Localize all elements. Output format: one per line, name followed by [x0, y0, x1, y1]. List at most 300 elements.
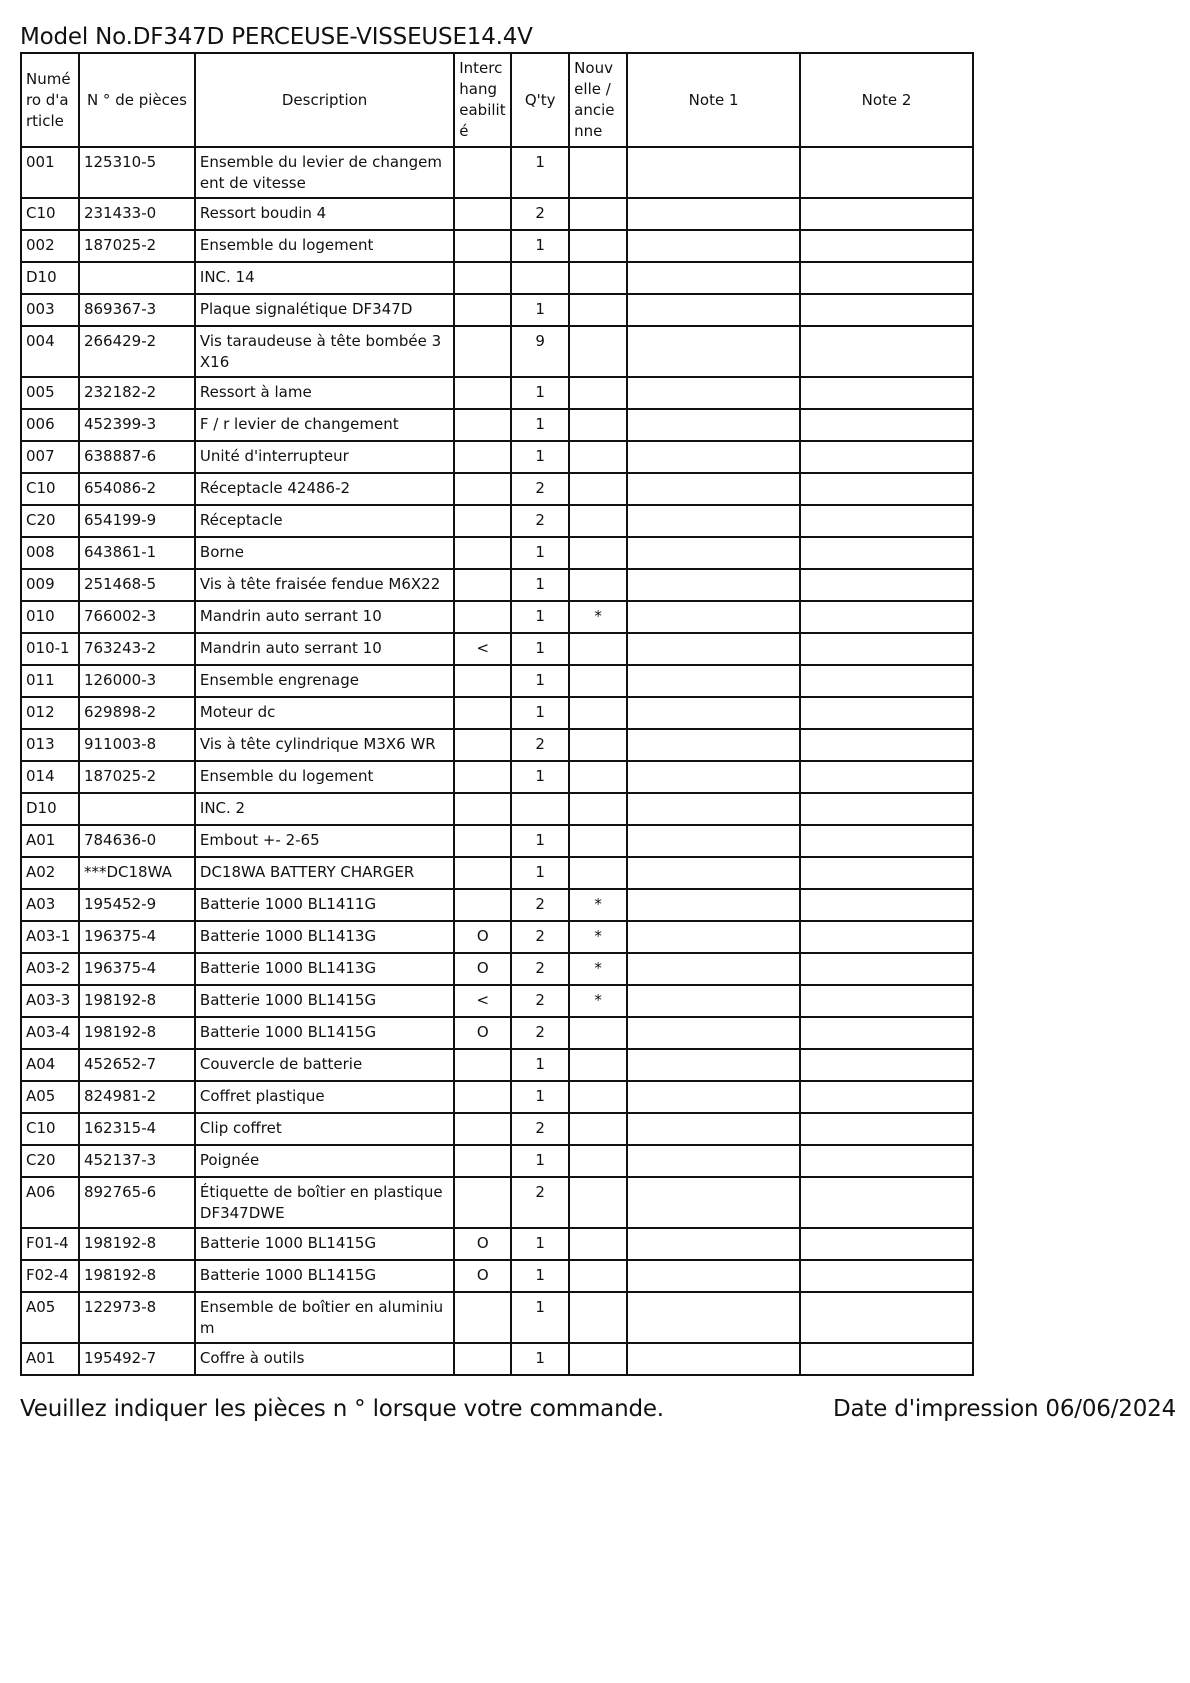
table-row [21, 569, 973, 601]
cell-note1 [627, 633, 800, 665]
cell-part-number: 198192-8 [79, 1228, 195, 1260]
cell-note1 [627, 953, 800, 985]
cell-note1 [627, 1081, 800, 1113]
cell-note1 [627, 569, 800, 601]
cell-note1 [627, 761, 800, 793]
cell-note1 [627, 665, 800, 697]
cell-note2 [800, 761, 973, 793]
table-row [21, 1113, 973, 1145]
table-row [21, 601, 973, 633]
table-row [21, 1017, 973, 1049]
cell-qty: 2 [511, 505, 569, 537]
cell-note1 [627, 601, 800, 633]
col-header-note2: Note 2 [800, 53, 973, 147]
cell-note2 [800, 1177, 973, 1228]
cell-new-old: * [569, 985, 627, 1017]
cell-interchangeability [454, 857, 511, 889]
cell-interchangeability [454, 761, 511, 793]
cell-description: Clip coffret [195, 1113, 454, 1145]
cell-note1 [627, 1177, 800, 1228]
header-row [21, 53, 973, 147]
cell-item: 002 [21, 230, 79, 262]
table-row [21, 1145, 973, 1177]
cell-qty: 1 [511, 1292, 569, 1343]
cell-qty: 1 [511, 1260, 569, 1292]
cell-qty: 2 [511, 889, 569, 921]
table-row [21, 377, 973, 409]
cell-note1 [627, 441, 800, 473]
cell-interchangeability [454, 537, 511, 569]
cell-item: A04 [21, 1049, 79, 1081]
cell-new-old [569, 1081, 627, 1113]
cell-item: C10 [21, 473, 79, 505]
cell-new-old [569, 1145, 627, 1177]
cell-part-number: 892765-6 [79, 1177, 195, 1228]
cell-note1 [627, 505, 800, 537]
cell-item: A01 [21, 825, 79, 857]
cell-part-number: 231433-0 [79, 198, 195, 230]
cell-description: Batterie 1000 BL1413G [195, 921, 454, 953]
cell-interchangeability [454, 1113, 511, 1145]
cell-qty: 2 [511, 198, 569, 230]
cell-item: C20 [21, 1145, 79, 1177]
cell-item: D10 [21, 262, 79, 294]
cell-new-old [569, 1260, 627, 1292]
cell-part-number: 162315-4 [79, 1113, 195, 1145]
cell-item: 003 [21, 294, 79, 326]
table-row [21, 985, 973, 1017]
cell-note2 [800, 857, 973, 889]
cell-qty: 1 [511, 441, 569, 473]
cell-new-old [569, 1343, 627, 1375]
cell-note2 [800, 409, 973, 441]
cell-new-old [569, 665, 627, 697]
table-row [21, 633, 973, 665]
cell-item: 014 [21, 761, 79, 793]
col-header-description: Description [195, 53, 454, 147]
cell-new-old: * [569, 601, 627, 633]
cell-note2 [800, 326, 973, 377]
cell-new-old [569, 569, 627, 601]
cell-part-number: 824981-2 [79, 1081, 195, 1113]
cell-note2 [800, 665, 973, 697]
cell-note2 [800, 1049, 973, 1081]
cell-qty: 1 [511, 761, 569, 793]
cell-new-old: * [569, 889, 627, 921]
cell-new-old [569, 505, 627, 537]
cell-note1 [627, 921, 800, 953]
cell-note1 [627, 1343, 800, 1375]
parts-body [21, 147, 973, 1375]
cell-description: Ressort à lame [195, 377, 454, 409]
cell-qty: 2 [511, 953, 569, 985]
cell-part-number: 125310-5 [79, 147, 195, 198]
table-row [21, 729, 973, 761]
cell-qty [511, 793, 569, 825]
cell-part-number: 452652-7 [79, 1049, 195, 1081]
cell-note2 [800, 441, 973, 473]
cell-description: Unité d'interrupteur [195, 441, 454, 473]
table-row [21, 441, 973, 473]
table-row [21, 262, 973, 294]
cell-description: Batterie 1000 BL1411G [195, 889, 454, 921]
cell-part-number: 198192-8 [79, 1260, 195, 1292]
cell-note2 [800, 1081, 973, 1113]
cell-description: Batterie 1000 BL1413G [195, 953, 454, 985]
cell-qty: 2 [511, 1113, 569, 1145]
table-row [21, 1049, 973, 1081]
cell-qty: 1 [511, 1343, 569, 1375]
table-row [21, 953, 973, 985]
table-row [21, 857, 973, 889]
cell-item: 006 [21, 409, 79, 441]
cell-item: 008 [21, 537, 79, 569]
cell-description: Vis à tête cylindrique M3X6 WR [195, 729, 454, 761]
cell-qty: 1 [511, 377, 569, 409]
cell-interchangeability [454, 1292, 511, 1343]
cell-item: 013 [21, 729, 79, 761]
cell-interchangeability [454, 825, 511, 857]
cell-new-old [569, 633, 627, 665]
cell-description: Coffre à outils [195, 1343, 454, 1375]
cell-description: Étiquette de boîtier en plastique DF347DWE [195, 1177, 454, 1228]
cell-description: Ensemble du logement [195, 230, 454, 262]
cell-note2 [800, 1113, 973, 1145]
cell-description: Réceptacle 42486-2 [195, 473, 454, 505]
cell-item: 004 [21, 326, 79, 377]
cell-interchangeability [454, 889, 511, 921]
cell-new-old [569, 537, 627, 569]
cell-note2 [800, 147, 973, 198]
cell-interchangeability [454, 1081, 511, 1113]
cell-interchangeability: < [454, 985, 511, 1017]
cell-new-old [569, 1177, 627, 1228]
cell-part-number: 452399-3 [79, 409, 195, 441]
cell-note2 [800, 601, 973, 633]
cell-note1 [627, 1228, 800, 1260]
cell-new-old [569, 230, 627, 262]
cell-new-old [569, 857, 627, 889]
cell-description: Ensemble de boîtier en aluminium [195, 1292, 454, 1343]
cell-qty: 1 [511, 697, 569, 729]
cell-part-number: 766002-3 [79, 601, 195, 633]
table-row [21, 409, 973, 441]
cell-qty: 2 [511, 1017, 569, 1049]
cell-description: F / r levier de changement [195, 409, 454, 441]
cell-qty: 1 [511, 633, 569, 665]
cell-note2 [800, 294, 973, 326]
cell-item: A03-3 [21, 985, 79, 1017]
cell-qty [511, 262, 569, 294]
cell-note2 [800, 262, 973, 294]
cell-part-number: 198192-8 [79, 1017, 195, 1049]
cell-interchangeability [454, 473, 511, 505]
cell-part-number: 196375-4 [79, 953, 195, 985]
parts-table [20, 52, 974, 1376]
cell-interchangeability [454, 601, 511, 633]
cell-new-old [569, 473, 627, 505]
cell-item: 010 [21, 601, 79, 633]
cell-description: Mandrin auto serrant 10 [195, 633, 454, 665]
cell-qty: 1 [511, 1049, 569, 1081]
cell-interchangeability [454, 409, 511, 441]
table-row [21, 697, 973, 729]
cell-note1 [627, 1145, 800, 1177]
table-row [21, 505, 973, 537]
cell-note2 [800, 1260, 973, 1292]
cell-interchangeability [454, 1343, 511, 1375]
cell-note1 [627, 857, 800, 889]
cell-new-old [569, 441, 627, 473]
cell-interchangeability [454, 569, 511, 601]
table-row [21, 665, 973, 697]
table-row [21, 1260, 973, 1292]
cell-part-number: ***DC18WA [79, 857, 195, 889]
cell-description: Poignée [195, 1145, 454, 1177]
cell-note2 [800, 377, 973, 409]
table-row [21, 793, 973, 825]
cell-description: Batterie 1000 BL1415G [195, 1260, 454, 1292]
cell-qty: 2 [511, 473, 569, 505]
cell-new-old [569, 147, 627, 198]
cell-note2 [800, 953, 973, 985]
cell-qty: 1 [511, 601, 569, 633]
table-row [21, 1081, 973, 1113]
table-row [21, 761, 973, 793]
cell-note1 [627, 262, 800, 294]
table-row [21, 198, 973, 230]
cell-item: A01 [21, 1343, 79, 1375]
cell-new-old [569, 1113, 627, 1145]
cell-interchangeability [454, 377, 511, 409]
cell-description: Embout +- 2-65 [195, 825, 454, 857]
cell-note1 [627, 1017, 800, 1049]
cell-item: A03 [21, 889, 79, 921]
cell-qty: 1 [511, 294, 569, 326]
cell-note2 [800, 825, 973, 857]
col-header-qty: Q'ty [511, 53, 569, 147]
cell-note1 [627, 729, 800, 761]
cell-part-number: 232182-2 [79, 377, 195, 409]
cell-item: F02-4 [21, 1260, 79, 1292]
cell-part-number: 911003-8 [79, 729, 195, 761]
cell-description: Ensemble du logement [195, 761, 454, 793]
cell-note2 [800, 889, 973, 921]
cell-part-number: 122973-8 [79, 1292, 195, 1343]
cell-qty: 1 [511, 665, 569, 697]
cell-note2 [800, 1145, 973, 1177]
cell-new-old [569, 262, 627, 294]
cell-note2 [800, 729, 973, 761]
cell-interchangeability [454, 1145, 511, 1177]
table-row [21, 230, 973, 262]
cell-item: 012 [21, 697, 79, 729]
cell-note1 [627, 326, 800, 377]
cell-description: Coffret plastique [195, 1081, 454, 1113]
cell-qty: 1 [511, 825, 569, 857]
cell-note1 [627, 889, 800, 921]
cell-new-old [569, 198, 627, 230]
cell-interchangeability [454, 147, 511, 198]
cell-item: 007 [21, 441, 79, 473]
cell-interchangeability [454, 729, 511, 761]
cell-interchangeability: O [454, 953, 511, 985]
cell-note1 [627, 473, 800, 505]
cell-interchangeability [454, 697, 511, 729]
cell-new-old [569, 294, 627, 326]
cell-interchangeability [454, 262, 511, 294]
cell-qty: 1 [511, 569, 569, 601]
cell-description: Plaque signalétique DF347D [195, 294, 454, 326]
cell-part-number: 784636-0 [79, 825, 195, 857]
cell-note2 [800, 1343, 973, 1375]
cell-note2 [800, 697, 973, 729]
cell-item: A03-1 [21, 921, 79, 953]
cell-description: Moteur dc [195, 697, 454, 729]
print-date: Date d'impression 06/06/2024 [833, 1396, 1176, 1422]
cell-new-old [569, 377, 627, 409]
cell-qty: 1 [511, 537, 569, 569]
cell-interchangeability: < [454, 633, 511, 665]
cell-note2 [800, 1292, 973, 1343]
cell-note1 [627, 230, 800, 262]
cell-note1 [627, 1113, 800, 1145]
cell-item: A03-4 [21, 1017, 79, 1049]
cell-qty: 1 [511, 409, 569, 441]
cell-qty: 1 [511, 1145, 569, 1177]
cell-part-number: 654086-2 [79, 473, 195, 505]
cell-part-number: 638887-6 [79, 441, 195, 473]
table-row [21, 1228, 973, 1260]
cell-note2 [800, 793, 973, 825]
cell-description: Couvercle de batterie [195, 1049, 454, 1081]
cell-item: 010-1 [21, 633, 79, 665]
cell-interchangeability [454, 793, 511, 825]
cell-qty: 1 [511, 1228, 569, 1260]
cell-note1 [627, 294, 800, 326]
cell-part-number: 629898-2 [79, 697, 195, 729]
cell-note1 [627, 409, 800, 441]
cell-note2 [800, 569, 973, 601]
cell-part-number: 187025-2 [79, 761, 195, 793]
cell-part-number: 198192-8 [79, 985, 195, 1017]
cell-qty: 1 [511, 857, 569, 889]
cell-item: A06 [21, 1177, 79, 1228]
cell-qty: 2 [511, 921, 569, 953]
cell-note1 [627, 697, 800, 729]
cell-description: Mandrin auto serrant 10 [195, 601, 454, 633]
cell-note2 [800, 230, 973, 262]
cell-note1 [627, 377, 800, 409]
cell-interchangeability [454, 505, 511, 537]
cell-interchangeability [454, 230, 511, 262]
cell-new-old [569, 1292, 627, 1343]
cell-description: DC18WA BATTERY CHARGER [195, 857, 454, 889]
cell-item: C20 [21, 505, 79, 537]
cell-note2 [800, 921, 973, 953]
cell-part-number: 643861-1 [79, 537, 195, 569]
cell-part-number: 195452-9 [79, 889, 195, 921]
table-row [21, 825, 973, 857]
cell-description: Batterie 1000 BL1415G [195, 985, 454, 1017]
cell-note2 [800, 198, 973, 230]
cell-new-old [569, 729, 627, 761]
col-header-note1: Note 1 [627, 53, 800, 147]
table-row [21, 921, 973, 953]
cell-item: A02 [21, 857, 79, 889]
cell-new-old [569, 1049, 627, 1081]
cell-part-number: 126000-3 [79, 665, 195, 697]
cell-description: Ressort boudin 4 [195, 198, 454, 230]
cell-part-number: 251468-5 [79, 569, 195, 601]
cell-new-old [569, 1228, 627, 1260]
cell-new-old [569, 697, 627, 729]
cell-qty: 1 [511, 1081, 569, 1113]
cell-description: Ensemble engrenage [195, 665, 454, 697]
cell-description: INC. 14 [195, 262, 454, 294]
cell-interchangeability [454, 1177, 511, 1228]
col-header-new-old: Nouv elle / ancie nne [569, 53, 627, 147]
cell-description: Ensemble du levier de changement de vitesse [195, 147, 454, 198]
cell-qty: 1 [511, 230, 569, 262]
cell-interchangeability [454, 441, 511, 473]
cell-interchangeability: O [454, 921, 511, 953]
cell-item: D10 [21, 793, 79, 825]
cell-part-number: 266429-2 [79, 326, 195, 377]
cell-new-old: * [569, 921, 627, 953]
cell-description: Borne [195, 537, 454, 569]
table-row [21, 889, 973, 921]
table-row [21, 147, 973, 198]
cell-note1 [627, 537, 800, 569]
cell-interchangeability [454, 665, 511, 697]
cell-part-number [79, 262, 195, 294]
cell-interchangeability: O [454, 1017, 511, 1049]
cell-note2 [800, 1228, 973, 1260]
cell-qty: 2 [511, 1177, 569, 1228]
table-row [21, 473, 973, 505]
cell-item: C10 [21, 198, 79, 230]
cell-qty: 9 [511, 326, 569, 377]
cell-item: 001 [21, 147, 79, 198]
cell-new-old [569, 793, 627, 825]
document-title: Model No.DF347D PERCEUSE-VISSEUSE14.4V [20, 24, 533, 50]
cell-note2 [800, 537, 973, 569]
table-row [21, 1343, 973, 1375]
cell-interchangeability [454, 294, 511, 326]
table-row [21, 294, 973, 326]
table-row [21, 1292, 973, 1343]
footer-note: Veuillez indiquer les pièces n ° lorsque votre commande. [20, 1396, 664, 1422]
cell-note2 [800, 633, 973, 665]
cell-interchangeability [454, 1049, 511, 1081]
cell-note1 [627, 198, 800, 230]
col-header-interchangeability: Interc hang eabilit é [454, 53, 511, 147]
cell-interchangeability: O [454, 1260, 511, 1292]
cell-description: INC. 2 [195, 793, 454, 825]
cell-new-old [569, 761, 627, 793]
cell-part-number: 195492-7 [79, 1343, 195, 1375]
cell-qty: 2 [511, 985, 569, 1017]
col-header-item: Numé ro d'a rticle [21, 53, 79, 147]
cell-item: 005 [21, 377, 79, 409]
cell-part-number: 654199-9 [79, 505, 195, 537]
cell-description: Réceptacle [195, 505, 454, 537]
cell-interchangeability [454, 326, 511, 377]
cell-item: 011 [21, 665, 79, 697]
cell-part-number: 763243-2 [79, 633, 195, 665]
cell-interchangeability: O [454, 1228, 511, 1260]
